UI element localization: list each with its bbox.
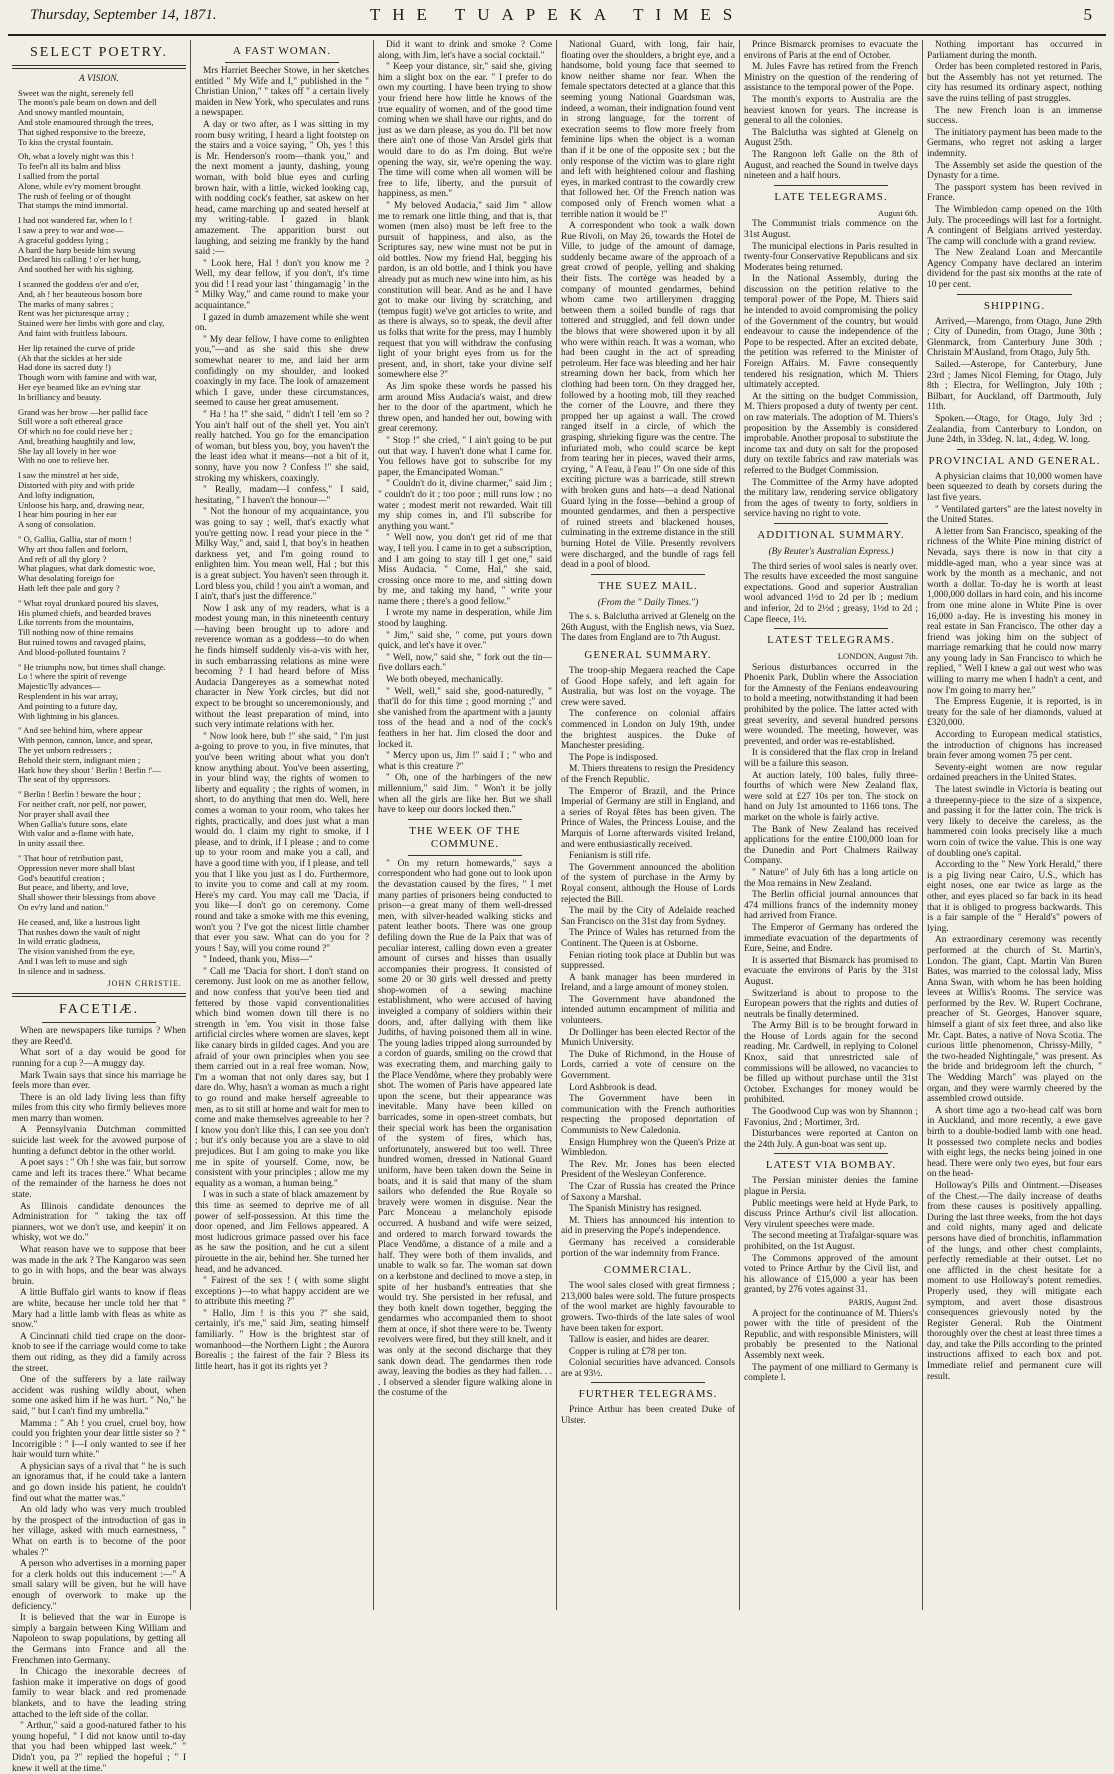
paragraph: Serious disturbances occurred in the Phoenix Park, Dublin where the Association for the Amnesty of the Fenians endeavouring to hold a meeting, notwithstanding it had been prohibited by the police. The latter acted with great severity, and several hundred persons were wounded. The meeting, however, was prevented, and order was re-established. — [744, 662, 918, 747]
poem-line: And faint with fruitless labours. — [18, 327, 128, 338]
issue-date: Thursday, September 14, 1871. — [30, 7, 217, 23]
poem-line: I saw a prey to war and woe— — [18, 224, 124, 235]
paragraph: " Couldn't do it, divine charmer," said Jim ; " couldn't do it ; too poor ; mill runs low ; no water ; modest merit not rewarded. Wait till my ship comes in, and I'll subscribe for anything you want." — [378, 479, 552, 532]
poem-line: Stained were her limbs with gore and clay, — [18, 318, 165, 329]
paragraph: The Czar of Russia has created the Prince of Saxony a Marshal. — [561, 1181, 735, 1203]
poem-body — [12, 89, 186, 977]
divider — [408, 819, 522, 820]
paragraph: Colonial securities have advanced. Consols are at 93½. — [561, 1358, 735, 1379]
poem-line: And soothed her with his sighing. — [18, 264, 135, 275]
paragraph: A person who advertises in a morning paper for a clerk holds out this inducement :—" A small salary will be given, but he will have enough of overwork to make up the deficiency." — [12, 1559, 186, 1612]
poem-line: In unity assail thee. — [18, 838, 85, 849]
divider — [774, 523, 888, 524]
column-4 — [557, 40, 740, 1610]
paragraph: " Oh, one of the harbingers of the new millennium," said Jim. " Won't it be jolly when all the girls are like her. But we shall have to keep our doors locked then." — [378, 773, 552, 816]
paragraph: The initiatory payment has been made to the Germans, who regret not asking a larger indemnity. — [927, 127, 1102, 159]
poem-line: For neither craft, nor pelf, nor power, — [18, 798, 147, 809]
paragraph: I wrote my name in desperation, while Jim stood by laughing. — [378, 608, 552, 630]
fast-woman-continued — [378, 40, 552, 816]
poem-line: Still wore a soft ethereal grace — [18, 416, 123, 427]
poem-line: (Ah that the sickles at her side — [18, 352, 123, 363]
paragraph: A Cincinnati child tied crape on the door-knob to see if the carriage would come to take them out riding, as they did a family across the street. — [12, 1331, 186, 1374]
paragraph: " Well, well," said she, good-naturedly, " that'll do for this time ; good morning ;" and she vanished from the apartment with a jaunty toss of the head and a nod of the cock's feathers in her hat. Jim closed the door and locked it. — [378, 686, 552, 750]
poem-line: Alone, while ev'ry moment brought — [18, 180, 141, 191]
paragraph: The Bank of New Zealand has received applications for the entire £100,000 loan for the Dunedin and Port Chalmers Railway Company. — [744, 824, 918, 867]
paragraph: " Nature" of July 6th has a long article on the Moa remains in New Zealand. — [744, 867, 918, 889]
column-3 — [374, 40, 557, 1610]
poem-line: Hark how they shout ' Berlin ! Berlin !'— — [18, 764, 161, 775]
paragraph: What reason have we to suppose that beer was made in the ark ? The Kangaroo was seen to go in with hops, and the bear was always bruin. — [12, 1245, 186, 1287]
poem-line: The vision vanished from the eye, — [18, 946, 135, 957]
poem-line: What plagues, what dark domestic woe, — [18, 563, 156, 574]
late-telegrams-dateline: August 6th. — [877, 207, 918, 218]
suez-source: (From the " Daily Times.") — [597, 597, 699, 608]
paragraph: " On my return homewards," says a correspondent who had gone out to look upon the devastation caused by the fires, " I met many parties of prisoners being conducted to prison—a great many of them well-dressed men, with silver-headed walking sticks and patent leather boots. There was one group defiling down the Rue de la Paix that was of peculiar interest, calling down even a greater amount of curses and hisses than usually accompanies their progress. It consisted of some 20 or 30 girls well dressed and pretty shop-women of a sewing machine establishment, who were accused of having inveigled a company of soldiers within their doors, and, after dallying with them like Judiths, of having poisoned them all in wine. The young ladies tripped along surrounded by a cordon of guards, smiling on the crowd that was execrating them, and marching gaily to the Place Vendôme, where they probably were shot. The women of Paris have appeared late upon the scene, but their appearance was inevitable. Many have been killed on barricades, some in open-street combats, but their special work has been the organisation of the system of fires, which has, unfortunately, answered but too well. Three hundred women, dressed in National Guard uniform, have been taken down the Seine in boats, and it is said that many of the sham sailors who defended the Rue Royale so bravely were women in disguise. Near the Parc Monceau a melancholy episode occurred. A husband and wife were seized, and ordered to march forward towards the Place Vendôme, a distance of a mile and a half. They were both of them invalids, and unable to walk so far. The woman sat down on a kerbstone and declined to move a step, in spite of her husband's entreaties that she would try. She persisted in her refusal, and they both knelt down together, begging the gendarmes who accompanied them to shoot them at once, if shot there were to be. Twenty revolvers were fired, but they still knelt, and it was only at the second discharge that they sank down dead. The gendarmes then rode away, leaving the bodies as they had fallen. . . . I observed a slender figure walking alone in the costume of the — [378, 858, 552, 1399]
paragraph: Arrived,—Marengo, from Otago, June 29th ; City of Dunedin, from Otago, June 30th ; Glenmarck, from Canterbury June 30th ; Christain M'Ausland, from Otago, July 5th. — [927, 316, 1102, 359]
poem-line: That rushes down the vault of night — [18, 926, 141, 937]
paragraph: The Spanish Ministry has resigned. — [569, 1204, 702, 1215]
paragraph: The Communist trials commence on the 31st August. — [744, 219, 918, 240]
paris-dateline: PARIS, August 2nd. — [848, 1296, 918, 1307]
paragraph: Lord Ashbrook is dead. — [569, 1082, 658, 1093]
late-telegrams-heading: LATE TELEGRAMS. — [774, 190, 888, 203]
poem-line: Her eye beamed like an ev'ning star — [18, 381, 141, 392]
divider — [957, 294, 1072, 295]
paragraph: Prince Bismarck promises to evacuate the environs of Paris at the end of October. — [744, 40, 918, 61]
commune-continued — [561, 40, 735, 571]
poem-line: A graceful goddess lying ; — [18, 234, 109, 245]
paragraph: M. Thiers has announced his intention to aid in preserving the Pope's independence. — [561, 1215, 735, 1237]
paragraph: Fenianism is still rife. — [569, 851, 651, 862]
poem-line: " Berlin ! Berlin ! beware the hour ; — [18, 789, 141, 800]
paragraph: M. Thiers threatens to resign the Presidency of the French Republic. — [561, 764, 735, 785]
paragraph: A physician claims that 10,000 women have been squeezed to death by corsets during the last five years. — [927, 471, 1102, 503]
facetiae-body — [12, 1026, 186, 1774]
paragraph: The Goodwood Cup was won by Shannon ; Favonius, 2nd ; Mortimer, 3rd. — [744, 1107, 918, 1128]
poem-line: I sallied from the portal — [18, 170, 100, 181]
paragraph: It is asserted that Bismarck has promised to evacuate the environs of Paris by the 31st August. — [744, 955, 918, 987]
poem-line: When Gallia's future sons, elate — [18, 818, 128, 829]
poem-line: Sweet was the night, serenely fell — [18, 87, 134, 98]
poem-line: Nor prayer shall avail thee — [18, 808, 110, 819]
poem-line: Resplendent in his war array, — [18, 691, 118, 702]
paragraph: " Look here, Hal ! don't you know me ? Well, my dear fellow, if you don't, it's time you did ! I read your last ' thingamagig ' in the " Milky Way," and came round to make your acquaintance." — [195, 258, 369, 312]
shipping-body — [927, 317, 1102, 446]
paragraph: Mark Twain says that since his marriage he feels more than ever. — [12, 1070, 186, 1092]
paragraph: The Government have been in communication with the French authorities respecting the proposed deportation of Communists to New Caledonia. — [561, 1094, 735, 1136]
paris-body — [744, 1309, 918, 1384]
paragraph: When are newspapers like turnips ? When they are Reed'd. — [12, 1026, 186, 1047]
paragraph: The Commons approved of the amount voted to Prince Arthur by the Civil list, and his allowance of £15,000 a year has been granted, by 276 votes against 31. — [744, 1253, 918, 1296]
paragraph: The passport system has been revived in France. — [927, 182, 1102, 204]
paragraph: In Chicago the inexorable decrees of fashion make it imperative on dogs of good family to wear black and red promenade blankets, and to have the leading string attached to the left side of the collar. — [12, 1667, 186, 1720]
poem-line: " That hour of retribution past, — [18, 852, 124, 863]
newspaper-title: THE TUAPEKA TIMES — [369, 5, 745, 24]
divider — [42, 1022, 156, 1023]
poem-line: The moon's pale beam on down and dell — [18, 97, 157, 108]
paragraph: Now I ask any of my readers, what is a modest young man, in this nineteenth century—having been brought up to adore and reverence woman as a goddess—to do when he finds himself suddenly vis-a-vis with her, in such embarrassing relations as mine were becoming ? I had heard before of Miss Audacia Dangereyes as a somewhat noted character in New York circles, but did not expect to be brought so unceremoniously, and without the least preparation of mind, into such very intimate relations with her. — [195, 603, 369, 731]
poem-line: Lo ! where the spirit of revenge — [18, 671, 127, 682]
paragraph: As Illinois candidate denounces the Administration for " taking the tax off pianners, wot we don't use, and keepin' it on whisky, wot we do." — [12, 1201, 186, 1244]
poem-line: And I was left to muse and sigh — [18, 955, 128, 966]
poem-line: In silence and in sadness. — [18, 965, 106, 976]
paragraph: " Not the honour of my acquaintance, you was going to say ; well, that's exactly what you're getting now. I read your piece in the " Milky Way," and, said I, that boy's in heathen darkness yet, and I'm going round to enlighten him. You mean well, Hal ; but this is a great subject. You haven't seen through it. Lord bless you, child ! you ain't a woman, and I ain't, that's just the difference." — [195, 507, 369, 603]
paragraph: The Rev. Mr. Jones has been elected President of the Wesleyan Conference. — [561, 1159, 735, 1181]
paragraph: Seventy-eight women are now regular ordained preachers in the United States. — [927, 762, 1102, 784]
poem-line: But peace, and liberty, and love, — [18, 882, 129, 893]
paragraph: The troop-ship Megaera reached the Cape of Good Hope safely, and left again for Australia, but was lost on the voyage. The crew were saved. — [561, 666, 735, 708]
paragraph: Public meetings were held at Hyde Park, to discuss Prince Arthur's civil list allocation. Very virulent speeches were made. — [744, 1198, 918, 1230]
divider — [774, 1153, 888, 1154]
poem-line: And snowy mantled mountain, — [18, 107, 124, 118]
poem-line: And, breathing haughtily and low, — [18, 435, 136, 446]
paragraph: M. Jules Favre has retired from the French Ministry on the question of the rendering of assistance to the temporal power of the Pope. — [744, 62, 918, 94]
paragraph: " Fairest of the sex ! ( with some slight exceptions )—to what happy accident are we to attribute this meeting ?" — [195, 1276, 369, 1308]
column-1 — [8, 40, 191, 1774]
latest-telegrams-body — [744, 663, 918, 1151]
paragraph: Dr Dollinger has been elected Rector of the Munich University. — [561, 1027, 735, 1049]
paragraph: " Well, now," said she, " fork out the tin—five dollars each." — [378, 652, 552, 674]
poem-line: Behold their stern, indignant mien ; — [18, 754, 141, 765]
paragraph: " Keep your distance, sir," said she, giving him a slight box on the ear. " I prefer to do own my courting. I have been trying to show your friend here how little he knows of the true equality of women, and of the good time coming when we shall have our rights, and do just as we darn please, as you do. I'll bet now there ain't one of those Van Arsdel girls that would dare to do as I'm doing. But we're opening the way, sir, we're opening the way. The time will come when all women will be free to life, liberty, and the pursuit of happiness, as men." — [378, 62, 552, 200]
general-summary-body — [561, 666, 735, 1259]
paragraph: Tallow is easier, and hides are dearer. — [569, 1335, 710, 1346]
paragraph: An old lady who was very much troubled by the prospect of the introduction of gas in her village, asked with much earnestness, " What on earth is to become of the poor whales ?" — [12, 1505, 186, 1558]
additional-summary-source: (By Reuter's Australian Express.) — [768, 546, 894, 557]
paragraph: The new French loan is an immense success. — [927, 105, 1102, 127]
poem-line: And blood-polluted fountains ? — [18, 646, 126, 657]
paragraph: I was in such a state of black amazement by this time as seemed to deprive me of all power of self-possession. At this time the door opened, and Jim Fellows appeared. A most ludicrous grimace passed over his face as he saw the position, and he cut a silent pirouette in the air, behind her. She turned her head, and he advanced. — [195, 1190, 369, 1275]
poem-line: " He triumphs now, but times shall change. — [18, 661, 166, 672]
poem-line: God's beautiful creation ; — [18, 872, 105, 883]
facetiae-heading: FACETIÆ. — [59, 1002, 139, 1018]
columns — [8, 40, 1106, 1774]
provincial-general-body — [927, 472, 1102, 1382]
paragraph: " My dear fellow, I have come to enlighten you,"—and as she said this she drew somewhat nearer to me, and laid her arm confidingly on my shoulder, and looked coaxingly in my face. The look of amazement which I gave, under these circumstances, seemed to cause her great amusement. — [195, 334, 369, 409]
poem-line: In brilliancy and beauty. — [18, 391, 102, 402]
masthead — [8, 0, 1106, 36]
divider — [774, 185, 888, 186]
paragraph: We both obeyed, mechanically. — [386, 675, 504, 686]
poem-line: To feel'n all its balm and bliss — [18, 161, 121, 172]
latest-telegrams-dateline: LONDON, August 7th. — [837, 651, 918, 662]
poem-line: Oh, what a lovely night was this ! — [18, 151, 134, 162]
paragraph: An extraordinary ceremony was recently performed at the church of St. Martin's, London. The giant, Capt. Martin Van Buren Bates, was married to the colossal lady, Miss Anna Swan, with whom he has been holding levees at Willis's Rooms. The service was performed by the Rev. W. Rupert Cochrane, preacher of St. Georges, Hanover square, himself a giant of six feet three, and also like Mr. Capt. Bates, a native of Nova Scotia. The curious little phenomenon, Chrissy-Milly, " the two-headed Nightingale," was present. As the bride and bridegroom left the church, " The Wedding March" was played on the organ, and they were warmly cheered by the assembled crowd outside. — [927, 935, 1102, 1105]
paragraph: National Guard, with long, fair hair, floating over the shoulders, a bright eye, and a handsome, bold young face that seemed to know neither shame nor fear. When the female spectators detected at a glance that this seeming young National Guardsman was, indeed, a woman, their indignation found vent in strong language, for the torrent of execration seems to flow more freely from feminine lips when the object is a woman than if it be one of the opposite sex ; but the only response of the victim was to glare right and left with heightened colour and flashing eyes, in marked contrast to the cowardly crew that followed her. Of the French nation was composed only of French women what a terrible nation it would be !" — [561, 40, 735, 220]
poem-line: And lofty indignation, — [18, 489, 95, 500]
poem-line: Though worn with famine and with war, — [18, 372, 157, 383]
divider — [12, 993, 186, 997]
paragraph: A poet says : " Oh ! she was fair, but sorrow came and left its traces there." What became of the remainder of the harness he does not state. — [12, 1158, 186, 1201]
paragraph: " Really, madam—I confess," I said, hesitating, " I haven't the honour—" — [195, 485, 369, 506]
paragraph: " My beloved Audacia," said Jim " allow me to remark one little thing, and that is, that women (men also) must be left free to the pursuit of happiness, and also, as the Scriptures say, new wine must not be put in old bottles. Now my friend Hal, begging his pardon, is an old bottle, and I think you have already put as much new wine into him, as his constitution will bear. And as he and I have got to make our living by scratching, and (tempus fugit) we've got articles to write, and as there is always, so to speak, the devil after us folks that write for the press, may I humbly request that you will withdraw the confusing light of your bright eyes from us for the present, and, in short, take your divine self somewhere else ?" — [378, 200, 552, 381]
poem-line: Shall shower their blessings from above — [18, 892, 156, 903]
poem-line: The seat of thy oppressors. — [18, 774, 111, 785]
select-poetry-heading: SELECT POETRY. — [30, 45, 168, 60]
paragraph: A correspondent who took a walk down Rue Rivoli, on May 26, towards the Hotel de Ville, to judge of the amount of damage, suddenly became aware of the approach of a great crowd of people, yelling and shaking their fists. The cortège was headed by a company of mounted gendarmes, behind whom came two artillerymen dragging between them a soiled bundle of rags that tottered and struggled, and fell down under the blows that were showered upon it by all who were within reach. It was a woman, who had been caught in the act of spreading petroleum. Her face was bleeding and her hair streaming down her back, from which her clothing had been torn. On they dragged her, followed by a hooting mob, till they reached the corner of the Louvre, and there they propped her up against a wall. The crowd ranged itself in a circle, of which the grasping, shrieking figure was the centre. The infuriated mob, who could scarce be kept from tearing her in pieces, waved their arms, crying, " A l'eau, à l'eau !" On one side of this exciting picture was a barricade, still strewn with broken guns and hats—a dead National Guard lying in the fosse—behind a group of mounted gendarmes, and then a perspective of ruined streets and blackened houses, culminating in the extreme distance in the still burning Hotel de Ville. Presently revolvers were discharged, and the bundle of rags fell dead in a pool of blood. — [561, 221, 735, 571]
column-2 — [191, 40, 374, 1610]
commune-body — [378, 859, 552, 1399]
paragraph: A short time ago a two-head calf was born in Auckland, and more recently, a ewe gave birth to a double-bodied lamb with one head. It possessed two complete necks and bodies with eight legs, the necks being joined in one head. There were only two eyes, but four ears on the head- — [927, 1105, 1102, 1180]
poem-line: And stole enamoured through the trees, — [18, 116, 154, 127]
paragraph: The conference on colonial affairs commenced in London on July 19th, under the brightest auspices. the Duke of Manchester presiding. — [561, 709, 735, 752]
poem-line: Grand was her brow —her pallid face — [18, 406, 148, 417]
paragraph: Mrs Harriet Beecher Stowe, in her sketches entitled " My Wife and I," published in the " Christian Union," " takes off " a certain lively maiden in New York, who speculates and runs a newspaper. — [195, 66, 369, 119]
paragraph: The New Zealand Loan and Mercantile Agency Company have declared an interim dividend for the past six months at the rate of 10 per cent. — [927, 248, 1102, 291]
paragraph: The Rangoon left Galle on the 8th of August, and reached the Sound in twelve days nineteen and a half hours. — [744, 149, 918, 182]
via-bombay-body — [744, 1176, 918, 1296]
additional-summary-heading: ADDITIONAL SUMMARY. — [757, 528, 905, 541]
poem-line: Her lip retained the curve of pride — [18, 342, 135, 353]
additional-summary-body — [744, 562, 918, 626]
paragraph: As Jim spoke these words he passed his arm around Miss Audacia's waist, and drew her to the door of the apartment, which he threw open, and handed her out, bowing with great ceremony. — [378, 382, 552, 435]
paragraph: Spoken.—Otago, for Otago, July 3rd ; Zealandia, from Canterbury to London, on June 24th, in 33deg. N. lat., 4:deg. W. long. — [927, 414, 1102, 446]
poem-line: In wild erratic gladness, — [18, 936, 101, 947]
paragraph: One of the sufferers by a late railway accident was rushing wildly about, when some one asked him if he was hurt. " No," he said, " but I can't find my umbrella." — [12, 1375, 186, 1417]
via-bombay-heading: LATEST VIA BOMBAY. — [765, 1159, 897, 1172]
paragraph: " Well now, you don't get rid of me that way, I tell you. I came in to get a subscription, and I am going to stay till I get one," said Miss Audacia. " Come, Hal," she said, crossing once more to me, and sitting down by me, and taking my hand, " write your name there ; there's a good fellow." — [378, 533, 552, 607]
paragraph: The latest swindle in Victoria is beating out a threepenny-piece to the size of a sixpence, and passing it for the latter coin. The trick is very likely to deceive the careless, as the hammered coin looks precisely like a much worn coin of twice the value. This is one way of doubling one's capital. — [927, 785, 1102, 859]
poem-line: I hear him pouring in her ear — [18, 509, 117, 520]
paragraph: The Duke of Richmond, in the House of Lords, carried a vote of censure on the Government. — [561, 1049, 735, 1082]
suez-intro: The s. s. Balclutha arrived at Glenelg on the 26th August, with the English news, via Suez. The dates from England are to 7th August. — [561, 612, 735, 644]
poem-line: Of which no foe could rieve her ; — [18, 426, 133, 437]
divider — [591, 574, 705, 575]
paragraph: " Now look here, bub !" she said, " I'm just a-going to prove to you, in five minutes, that you've been writing about what you don't know anything about. You've been asserting, in your blind way, the rights of women to liberty and equality ; the rights of women, in short, to do anything that men do. Well, here comes a woman to your room, who takes her rights, practically, and does just what a man would do. I claim my right to smoke, if I please, and to drink, if I please ; and to come up to your room and make you a call, and have a good time with you, if I please, and tell you that I like you just as I do. Furthermore, to invite you to come and call at my room. Here's my card. You may call me 'Dacia, if you like—I don't go on ceremony. Come round and take a smoke with me this evening, won't you ? I've got the nicest little chamber that ever you saw. What can do you for ? yours ! Say, will you come round ?" — [195, 731, 369, 954]
poem-line: He ceased, and, like a lustrous light — [18, 916, 141, 927]
poem-line: Had done its sacred duty !) — [18, 362, 111, 373]
paragraph: Order has been completed restored in Paris, but the Assembly has not yet returned. The city has resumed its ordinary aspect, nothing save the ruins telling of past struggles. — [927, 62, 1102, 104]
further-telegrams-heading: FURTHER TELEGRAMS. — [578, 1388, 718, 1401]
paragraph: According to European medical statistics, the introduction of chignons has increased brain fever among women 75 per cent. — [927, 730, 1102, 762]
news-continued — [927, 40, 1102, 291]
further-telegrams-continued — [744, 40, 918, 182]
poem-line: With pennon, cannon, lance, and spear, — [18, 735, 153, 746]
poem-line: The rush of feeling or of thought — [18, 190, 131, 201]
poem-line: The yet unborn redressers ; — [18, 745, 112, 755]
paragraph: The Empress Eugenie, it is reported, is in treaty for the sale of her diamonds, valued at £320,000. — [927, 697, 1102, 729]
poem-line: Rent was her picturesque array ; — [18, 308, 129, 319]
paragraph: The payment of one milliard to Germany is complete l. — [744, 1362, 918, 1384]
paragraph: Did it want to drink and smoke ? Come along, with Jim, let's have a social cocktail." — [378, 40, 552, 61]
paragraph: The Prince of Wales has returned from the Continent. The Queen is at Osborne. — [561, 928, 735, 949]
poem-line: Majestic'lly advances— — [18, 681, 101, 692]
suez-mail-heading: THE SUEZ MAIL. — [598, 579, 698, 592]
poem-line: With lightning in his glances. — [18, 710, 120, 721]
paragraph: The Emperor of Brazil, and the Prince Imperial of Germany are still in England, and a series of Royal fêtes has been given. The Prince of Wales, the Princess Louise, and the Marquis of Lorne afterwards visited Ireland, and were enthusiastically received. — [561, 786, 735, 850]
paragraph: The second meeting at Trafalgar-square was prohibited, on the 1st August. — [744, 1231, 918, 1252]
general-summary-heading: GENERAL SUMMARY. — [584, 649, 712, 662]
paragraph: I gazed in dumb amazement while she went on. — [195, 312, 369, 334]
poem-line: A bard the harp beside him swung — [18, 244, 136, 255]
divider — [591, 1382, 705, 1383]
paragraph: The Army Bill is to be brought forward in the House of Lords again for the second reading. Mr. Cardwell, in replying to Colonel Knox, said that unrestricted sale of commissions will be allowed, no vacancies to be filled up without purchase until the 31st October. Exchanges for money would be prohibited. — [744, 1021, 918, 1106]
paragraph: Holloway's Pills and Ointment.—Diseases of the Chest.—The daily increase of deaths from these causes is positively appalling. During the last three weeks, from the hot days and cold nights, many aged and delicate persons have died of bronchitis, inflammation of the lungs, and other chest complaints, perfectly remediable at their outset. Let no one afflicted in the chest hesitate for a moment to use Holloway's potent remedies. Properly used, they will mitigate each symptom, and avert those disastrous consequences grievously noted by the Register General. Rub the Ointment thoroughly over the chest at least three times a day, and take the Pills according to the printed instructions affixed to each box and pot. Immediate relief and permanent cure will result. — [927, 1180, 1102, 1382]
paragraph: A letter from San Francisco, speaking of the richness of the White Pine mining district of Nevada, says there is now in that city a middle-aged man, who a year since was at work by the month as a mechanic, and not worth a dollar. To-day he is worth at least 1,000,000 dollars in hard coin, and his income from one mine alone in White Pine is over 16,000 a-day. He is investing his money in real estate in San Francisco. The other day a friend was joking him on the subject of marriage remarking that he could now marry any young lady in San Francisco to which he replied, " Well I knew a gal out west who was willing to marry me when I hadn't a cent, and now I'm going to marry her." — [927, 526, 1102, 696]
paragraph: Fenian rioting took place at Dublin but was suppressed. — [561, 950, 735, 972]
poem-line: Hath left thee pale and gory ? — [18, 583, 120, 594]
paragraph: Nothing important has occurred in Parliament during the month. — [927, 40, 1102, 61]
poem-line: I saw the minstrel at her side, — [18, 470, 119, 481]
poem-line: Like torrents from the mountains, — [18, 617, 134, 628]
poem-line: Oppression never more shall blast — [18, 862, 135, 873]
poem-line: On ev'ry land and nation." — [18, 901, 109, 912]
poem-line: A song of consolation. — [18, 519, 96, 530]
late-telegrams-body — [744, 219, 918, 520]
poem-line: And, ah ! her beauteous bosom bore — [18, 288, 143, 299]
paragraph: The Berlin official journal announces that 474 millions francs of the indemnity money had arrived from France. — [744, 890, 918, 922]
poem-line: " And see behind him, where appear — [18, 725, 143, 736]
paragraph: Mamma : " Ah ! you cruel, cruel boy, how could you frighten your dear little sister so ? " Incorrigible : " I—I only wanted to see if her hair would turn white." — [12, 1418, 186, 1461]
poem-line: But ruined towns and ravaged plains, — [18, 637, 146, 648]
paragraph: The wool sales closed with great firmness ; 213,000 bales were sold. The future prospects of the wool market are highly favourable to growers. Two-thirds of the late sales of wool have been taken for export. — [561, 1281, 735, 1334]
paragraph: " Call me 'Dacia for short. I don't stand on ceremony. Just look on me as another fellow, and now confess that you've been tied and fettered by those vapid conventionalities which bind women down till there is no strength in 'em. You visit in those false artificial circles where women are slaves, kept like canary birds in gilded cages. And you are afraid of your own principles when you see them carried out in a real free woman. Now, I'm a woman that not only dares say, but I dare do. Why, hasn't a woman as much a right to go round and make herself agreeable to men, as to sit still at home and wait for men to come and make themselves agreeable to her ? I know you don't like this, I can see you don't ; but it's only because you are a slave to old prejudices. But I am going to make you like me in spite of yourself. Come, now, be consistent with your principles ; allow me my equality as a woman, a human being." — [195, 966, 369, 1189]
paragraph: It is considered that the flax crop in Ireland will be a failure this season. — [744, 748, 918, 770]
column-5 — [740, 40, 923, 1610]
fast-woman-body — [195, 66, 369, 1372]
paragraph: The month's exports to Australia are the heaviest known for years. The increase is general to all the colonies. — [744, 94, 918, 127]
commune-heading: THE WEEK OF THE COMMUNE. — [409, 824, 521, 850]
paragraph: The Assembly set aside the question of the Dynasty for a time. — [927, 160, 1102, 182]
poem-line: What desolating foreign foe — [18, 573, 115, 584]
paragraph: " Ha ! ha !" she said, " didn't I tell 'em so ? You ain't half out of the shell yet. You ain't really hatched. You go for the emancipation of woman, but bless you, boy, you haven't the the least idea what it means—not a bit of it, sonny, have you now ? Confess !" she said, stroking my whiskers, coaxingly. — [195, 410, 369, 484]
paragraph: The Pope is indisposed. — [569, 752, 659, 763]
paragraph: The Committee of the Army have adopted the military law, rendering service obligatory from the ages of twenty to forty, soldiers in service having no right to vote. — [744, 477, 918, 520]
further-telegrams-body — [561, 1405, 735, 1426]
fast-woman-heading: A FAST WOMAN. — [232, 45, 332, 57]
poem-line: To kiss the crystal fountain. — [18, 136, 114, 147]
paragraph: A day or two after, as I was sitting in my room busy writing, I heard a light footstep on the stairs and a voice saying, " Oh, yes ! this is Mr. Henderson's room—thank you," and the next moment a jaunty, dashing, young woman, with bold blue eyes and curling brown hair, with a little, wicked looking cap, with nodding cock's feather, sat askew on her head, came marching up and seated herself at my writing-table. I gazed in blank amazement. The apparition burst out laughing, and seizing me frankly by the hand said :— — [195, 119, 369, 258]
poem-line: Declared his calling ! o'er her hung, — [18, 254, 142, 265]
column-6 — [923, 40, 1106, 1610]
paragraph: " Jim," said she, " come, put yours down quick, and let's have it over." — [378, 630, 552, 652]
paragraph: The Wimbledon camp opened on the 10th July. The proceedings will last for a fortnight. A contingent of Belgians arrived yesterday. The camp will conclude with a grand review. — [927, 204, 1102, 247]
paragraph: According to the " New York Herald," there is a pig living near Cairo, U.S., which has eight noses, one ear twice as large as the other, and eyes placed so far back in its head that it is obliged to progress backwards. This is a fair sample of the " Herald's" powers of lying. — [927, 860, 1102, 934]
paragraph: Sailed.—Asterope, for Canterbury, June 23rd ; James Nicol Fleming, for Otago, July 8th ; Electra, for Wellington, July 10th ; Bilbart, for Auckland, off Dartmouth, July 11th. — [927, 360, 1102, 413]
paragraph: " Stop !" she cried, " I ain't going to be put out that way. I haven't done what I came for. You fellows have got to subscribe for my paper, the Emancipated Woman." — [378, 435, 552, 478]
latest-telegrams-heading: LATEST TELEGRAMS. — [767, 634, 895, 647]
paragraph: Ensign Humphrey won the Queen's Prize at Wimbledon. — [561, 1137, 735, 1159]
paragraph: Disturbances were reported at Canton on the 24th July. A gun-boat was sent up. — [744, 1129, 918, 1150]
poem-line: With valor and a-flame with hate, — [18, 828, 134, 839]
paragraph: At auction lately, 100 bales, fully three-fourths of which were New Zealand flax, were sold at £27 10s per ton. The stock on hand on July 1st amounted to 1166 tons. The market on the whole is fairly active. — [744, 770, 918, 823]
paragraph: Germany has received a considerable portion of the war indemnity from France. — [561, 1237, 735, 1259]
poem-line: And reft of all thy glory ? — [18, 553, 107, 564]
paragraph: A Pennsylvania Dutchman committed suicide last week for the avowed purpose of hunting a defunct debtor in the other world. — [12, 1125, 186, 1157]
poem-line: I had not wandered far, when lo ! — [18, 215, 133, 226]
paragraph: The Government announced the abolition of the system of purchase in the Army by Royal consent, although the House of Lords rejected the Bill. — [561, 862, 735, 905]
paragraph: In the National Assembly, during the discussion on the petition relative to the temporal power of the Pope, M. Thiers said he intended to avoid compromising the policy of the Government of the country, but would endeavour to cause the independence of the Pope to be respected. After an excited debate, the petition was referred to the Minister of Foreign Affairs. M. Favre consequently tendered his resignation, which M. Thiers ultimately accepted. — [744, 274, 918, 391]
paragraph: A bank manager has been murdered in Ireland, and a large amount of money stolen. — [561, 972, 735, 994]
paragraph: What sort of a day would be good for running for a cup ?—A muggy day. — [12, 1048, 186, 1069]
poem-line: " What royal drunkard poured his slaves, — [18, 597, 159, 608]
paragraph: A physician says of a rival that " he is such an ignoramus that, if he could take a lantern and go down inside his patient, he couldn't find out what the matter was." — [12, 1461, 186, 1504]
poem-line: She lay all lovely in her woe — [18, 445, 117, 456]
poem-line: That stamps the mind immortal. — [18, 200, 129, 211]
paragraph: Switzerland is about to propose to the European powers that the rights and duties of neutrals be finally determined. — [744, 988, 918, 1020]
poem-line: I scanned the goddess o'er and o'er, — [18, 278, 139, 289]
poem-line: His plumed chiefs, and bearded braves — [18, 607, 152, 618]
poem-line: With no one to relieve her. — [18, 455, 110, 466]
poem-line: " O, Gallia, Gallia, star of morn ! — [18, 534, 132, 545]
paragraph: A little Buffalo girl wants to know if fleas are white, because her uncle told her that " Mary had a little lamb with fleas as white as snow." — [12, 1288, 186, 1331]
paragraph: The mail by the City of Adelaide reached San Francisco on the 31st day from Sydney. — [561, 906, 735, 927]
poem-line: Till nothing now of thine remains — [18, 627, 134, 638]
paragraph: The Government have abandoned the intended autumn encampment of militia and volunteers. — [561, 994, 735, 1027]
paragraph: A project for the continuance of M. Thiers's power with the title of president of the Republic, and with responsible Ministers, will probably be presented to the National Assembly next week. — [744, 1308, 918, 1361]
divider — [12, 65, 186, 69]
poem-line: Why art thou fallen and forlorn, — [18, 543, 128, 554]
divider — [225, 62, 339, 63]
paragraph: " Arthur," said a good-natured father to his young hopeful, " I did not know until to-day that you had been whipped last week." " Didn't you, pa ?" replied the hopeful ; " I knew it well at the time." — [12, 1721, 186, 1774]
paragraph: The third series of wool sales is nearly over. The results have exceeded the most sanguine expectations. Good and superior Australian wool advanced 1½d to 2d per lb ; medium and inferior, 2d to 2½d ; greasy, 1½d to 2d ; Cape fleece, 1½. — [744, 561, 918, 625]
divider — [774, 628, 888, 629]
divider — [957, 449, 1072, 450]
poem-title: A VISION. — [79, 74, 119, 84]
poem-line: Unloose his harp, and, drawing near, — [18, 499, 145, 510]
paragraph: The municipal elections in Paris resulted in twenty-four Conservative Republicans and six Moderates being returned. — [744, 241, 918, 273]
paragraph: " Mercy upon us, Jim !" said I ; " who and what is this creature ?" — [378, 751, 552, 772]
paragraph: It is believed that the war in Europe is simply a bargain between King William and Napoleon to swap populations, by getting all the Germans into France and all the Frenchmen into Germany. — [12, 1613, 186, 1666]
paragraph: Prince Arthur has been created Duke of Ulster. — [561, 1405, 735, 1427]
poem-line: That sighed responsive to the breeze, — [18, 126, 146, 137]
paragraph: There is an old lady living less than fifty miles from this city who firmly believes more men marry than women. — [12, 1092, 186, 1124]
paragraph: The Emperor of Germany has ordered the immediate evacuation of the departments of Eure, Seine, and Endre. — [744, 922, 918, 955]
shipping-heading: SHIPPING. — [983, 299, 1046, 312]
poem-line: The marks of many sabres ; — [18, 298, 114, 309]
poem-signature: JOHN CHRISTIE. — [107, 978, 182, 988]
paragraph: The Balclutha was sighted at Glenelg on August 25th. — [744, 127, 918, 149]
provincial-general-heading: PROVINCIAL AND GENERAL. — [928, 454, 1101, 467]
divider — [408, 855, 522, 856]
paragraph: The Persian minister denies the famine plague in Persia. — [744, 1176, 918, 1197]
paragraph: " Hallo, Jim ! is this you ?" she said, certainly, it's me," said Jim, seating himself familiarly. " How is the brightest star of womanhood—the Northern Light ; the Aurora Borealis ; the fairest of the fair ? Bless its little heart, has it got its rights yet ? — [195, 1308, 369, 1372]
commercial-body — [561, 1281, 735, 1379]
page-number: 5 — [1083, 5, 1092, 24]
paragraph: " Ventilated garters" are the latest novelty in the United States. — [927, 504, 1102, 526]
paragraph: At the sitting on the budget Commission, M. Thiers proposed a duty of twenty per cent. on raw materials. The adoption of M. Thiers's proposition by the Assembly is considered improbable. Another proposal to substitute the income tax and duty on salt for the proposed duty on textile fabrics and raw materials was referred to the Budget Commission. — [744, 391, 918, 476]
poem-line: Distorted with pity and with pride — [18, 480, 135, 491]
paragraph: " Indeed, thank you, Miss—" — [203, 955, 313, 966]
paragraph: Copper is ruling at £78 per ton. — [569, 1346, 687, 1357]
poem-line: And pointing to a future day, — [18, 700, 118, 711]
commercial-heading: COMMERCIAL. — [603, 1264, 693, 1277]
